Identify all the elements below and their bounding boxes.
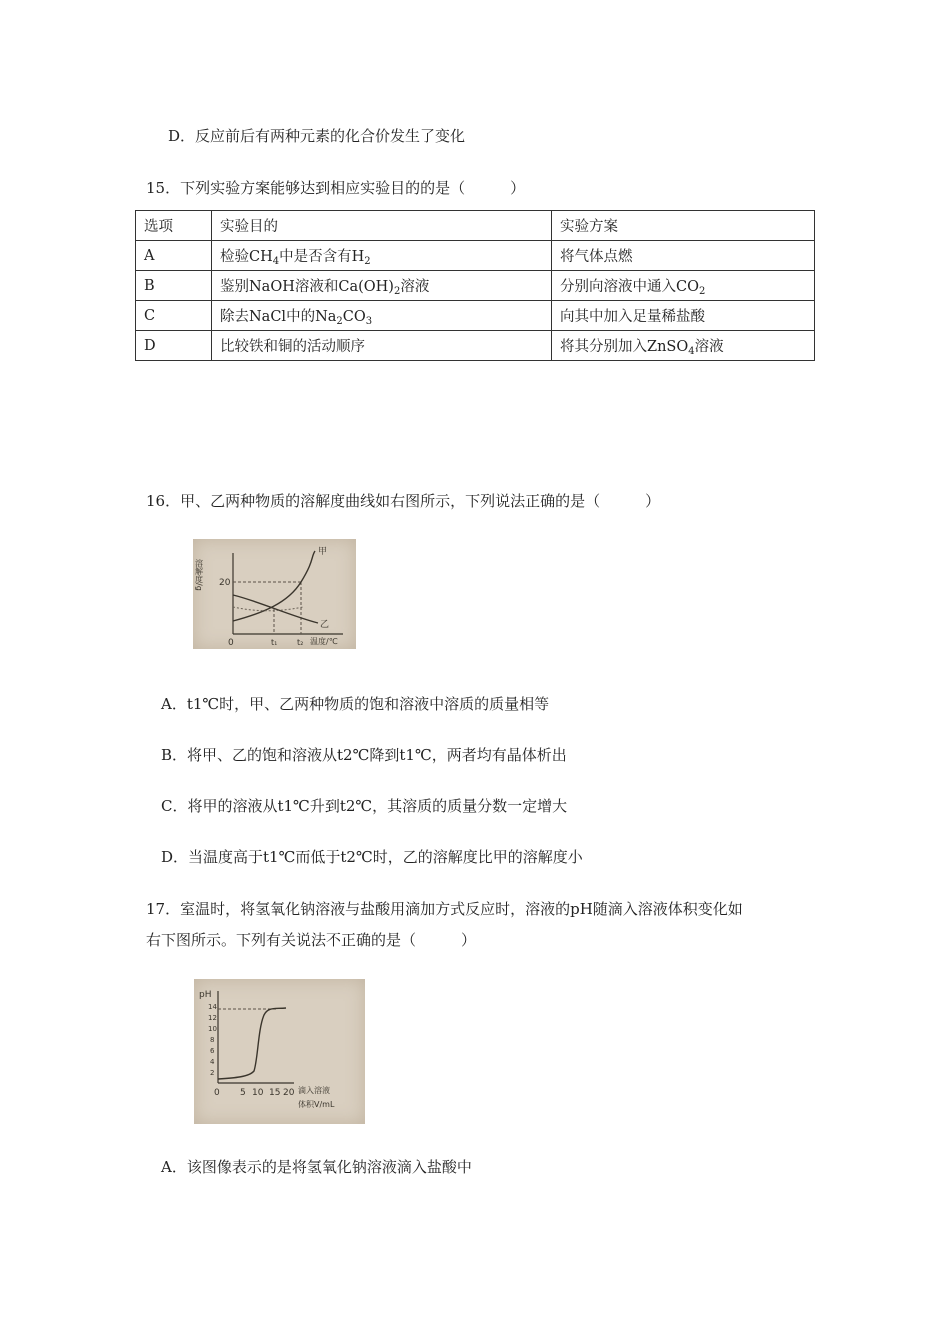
table-row bbox=[136, 331, 815, 361]
header-purpose: 实验目的 bbox=[212, 211, 552, 241]
ph-curve-figure bbox=[194, 979, 365, 1124]
row-plan: 将气体点燃 bbox=[552, 241, 815, 271]
y-axis-label: pH bbox=[199, 990, 212, 1000]
q15-stem: 15．下列实验方案能够达到相应实验目的的是（ ） bbox=[146, 179, 526, 197]
row-option: A bbox=[136, 241, 212, 271]
q16-option-d: D．当温度高于t1℃而低于t2℃时，乙的溶解度比甲的溶解度小 bbox=[161, 848, 583, 866]
y-tick-label: 14 bbox=[208, 1003, 217, 1011]
row-option: C bbox=[136, 301, 212, 331]
header-option: 选项 bbox=[136, 211, 212, 241]
table-row bbox=[136, 301, 815, 331]
x-tick-label: 10 bbox=[252, 1088, 264, 1098]
t2-label: t₂ bbox=[297, 638, 304, 647]
row-purpose: 除去NaCl中的$Na_2CO_3$ bbox=[212, 301, 552, 331]
row-purpose: 检验$CH_4$中是否含有$H_2$ bbox=[212, 241, 552, 271]
q17-stem-line1: 17．室温时，将氢氧化钠溶液与盐酸用滴加方式反应时，溶液的pH随滴入溶液体积变化如 bbox=[146, 900, 743, 918]
x-tick-label: 15 bbox=[269, 1088, 281, 1098]
row-option: D bbox=[136, 331, 212, 361]
row-plan: 分别向溶液中通入$CO_2$ bbox=[552, 271, 815, 301]
y-tick-label: 8 bbox=[210, 1036, 215, 1044]
q17-option-a: A．该图像表示的是将氢氧化钠溶液滴入盐酸中 bbox=[161, 1158, 472, 1176]
row-purpose: 鉴别NaOH溶液和$Ca(OH)_2$溶液 bbox=[212, 271, 552, 301]
row-purpose: 比较铁和铜的活动顺序 bbox=[212, 331, 552, 361]
x-tick-label: 20 bbox=[283, 1088, 295, 1098]
row-option: B bbox=[136, 271, 212, 301]
y-tick-label: 12 bbox=[208, 1014, 217, 1022]
q16-option-a: A．t1℃时，甲、乙两种物质的饱和溶液中溶质的质量相等 bbox=[161, 695, 550, 713]
q16-stem: 16．甲、乙两种物质的溶解度曲线如右图所示，下列说法正确的是（ ） bbox=[146, 492, 661, 510]
x-tick-label: 5 bbox=[240, 1088, 246, 1098]
y-tick-label: 6 bbox=[210, 1047, 215, 1055]
y-tick-label: 10 bbox=[208, 1025, 217, 1033]
y-tick-label: 2 bbox=[210, 1069, 215, 1077]
origin-label: 0 bbox=[214, 1088, 220, 1098]
curve-yi-label: 乙 bbox=[320, 620, 330, 630]
x-axis-label-line2: 体积V/mL bbox=[298, 1100, 335, 1109]
t1-label: t₁ bbox=[271, 638, 278, 647]
table-header-row bbox=[136, 211, 815, 241]
curve-jia-label: 甲 bbox=[318, 547, 328, 557]
q17-stem-line2: 右下图所示。下列有关说法不正确的是（ ） bbox=[146, 931, 477, 949]
solubility-curve-figure bbox=[193, 539, 356, 649]
origin-label: 0 bbox=[228, 638, 234, 648]
q14-option-d: D．反应前后有两种元素的化合价发生了变化 bbox=[168, 127, 466, 145]
q15-table bbox=[135, 210, 815, 361]
q16-option-c: C．将甲的溶液从t1℃升到t2℃，其溶质的质量分数一定增大 bbox=[161, 797, 568, 815]
row-plan: 向其中加入足量稀盐酸 bbox=[552, 301, 815, 331]
x-axis-label-line1: 滴入溶液 bbox=[298, 1086, 330, 1095]
y-tick-label: 4 bbox=[210, 1058, 215, 1066]
table-row bbox=[136, 271, 815, 301]
row-plan: 将其分别加入ZnSO$_4$溶液 bbox=[552, 331, 815, 361]
tick-label-20: 20 bbox=[219, 578, 231, 588]
q16-option-b: B．将甲、乙的饱和溶液从t2℃降到t1℃，两者均有晶体析出 bbox=[161, 746, 567, 764]
table-row bbox=[136, 241, 815, 271]
y-axis-label: 溶解度/g bbox=[194, 559, 204, 591]
x-axis-label: 温度/℃ bbox=[310, 637, 338, 646]
header-plan: 实验方案 bbox=[552, 211, 815, 241]
